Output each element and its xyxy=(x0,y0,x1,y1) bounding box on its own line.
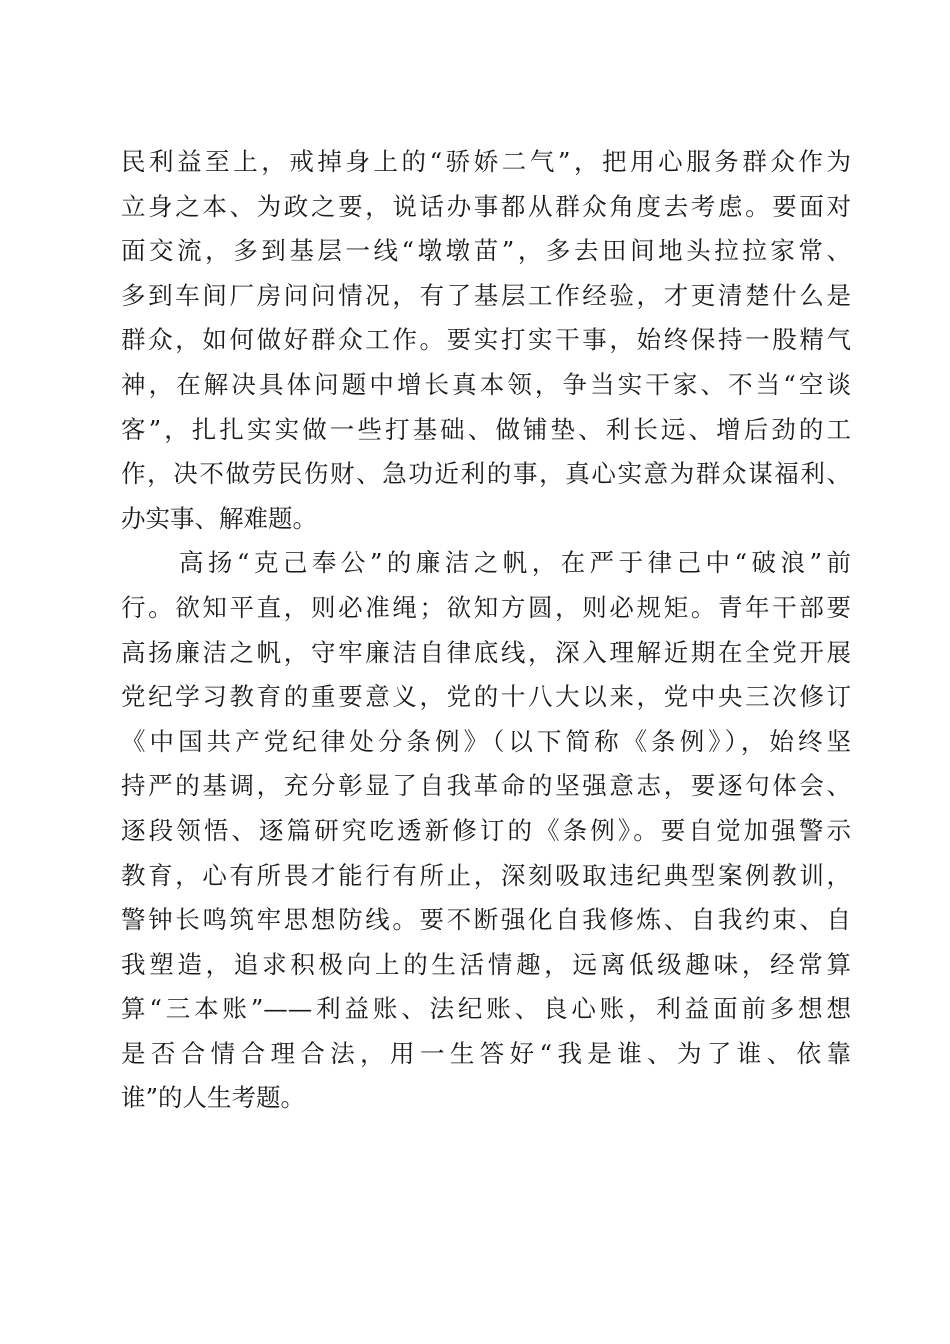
paragraph-line: 民利益至上，戒掉身上的“骄娇二气”，把用心服务群众作为 xyxy=(121,147,851,176)
paragraph-line: 谁”的人生考题。 xyxy=(121,1083,306,1113)
paragraph-line: 办实事、解难题。 xyxy=(121,503,317,533)
paragraph-line: 教育，心有所畏才能行有所止，深刻吸取违纪典型案例教训， xyxy=(121,860,851,890)
paragraph-line: 逐段领悟、逐篇研究吃透新修订的《条例》。要自觉加强警示 xyxy=(121,815,851,845)
paragraph-line: 是否合情合理合法，用一生答好“我是谁、为了谁、依靠 xyxy=(121,1038,851,1068)
paragraph-line: 群众，如何做好群众工作。要实打实干事，始终保持一股精气 xyxy=(121,325,851,355)
paragraph-line: 作，决不做劳民伤财、急功近利的事，真心实意为群众谋福利、 xyxy=(121,459,851,489)
paragraph-line: 党纪学习教育的重要意义，党的十八大以来，党中央三次修订 xyxy=(121,682,851,712)
paragraph-line: 神，在解决具体问题中增长真本领，争当实干家、不当“空谈 xyxy=(121,369,851,399)
document-body xyxy=(121,140,851,1121)
paragraph-2 xyxy=(121,541,851,1121)
paragraph-line: 高扬“克己奉公”的廉洁之帆，在严于律己中“破浪”前 xyxy=(121,548,851,578)
paragraph-line: 立身之本、为政之要，说话办事都从群众角度去考虑。要面对 xyxy=(121,191,851,221)
paragraph-line: 算“三本账”——利益账、法纪账、良心账，利益面前多想想 xyxy=(121,994,851,1024)
paragraph-line: 高扬廉洁之帆，守牢廉洁自律底线，深入理解近期在全党开展 xyxy=(121,637,851,667)
paragraph-line: 客”，扎扎实实做一些打基础、做铺垫、利长远、增后劲的工 xyxy=(121,414,851,444)
paragraph-line: 我塑造，追求积极向上的生活情趣，远离低级趣味，经常算 xyxy=(121,949,851,979)
paragraph-line: 警钟长鸣筑牢思想防线。要不断强化自我修炼、自我约束、自 xyxy=(121,905,851,935)
paragraph-line: 《中国共产党纪律处分条例》（以下简称《条例》），始终坚 xyxy=(121,726,851,756)
paragraph-line: 持严的基调，充分彰显了自我革命的坚强意志，要逐句体会、 xyxy=(121,771,851,801)
paragraph-line: 行。欲知平直，则必准绳；欲知方圆，则必规矩。青年干部要 xyxy=(121,592,851,622)
paragraph-line: 多到车间厂房问问情况，有了基层工作经验，才更清楚什么是 xyxy=(121,280,851,310)
paragraph-1 xyxy=(121,140,851,541)
paragraph-line: 面交流，多到基层一线“墩墩苗”，多去田间地头拉拉家常、 xyxy=(121,236,851,266)
